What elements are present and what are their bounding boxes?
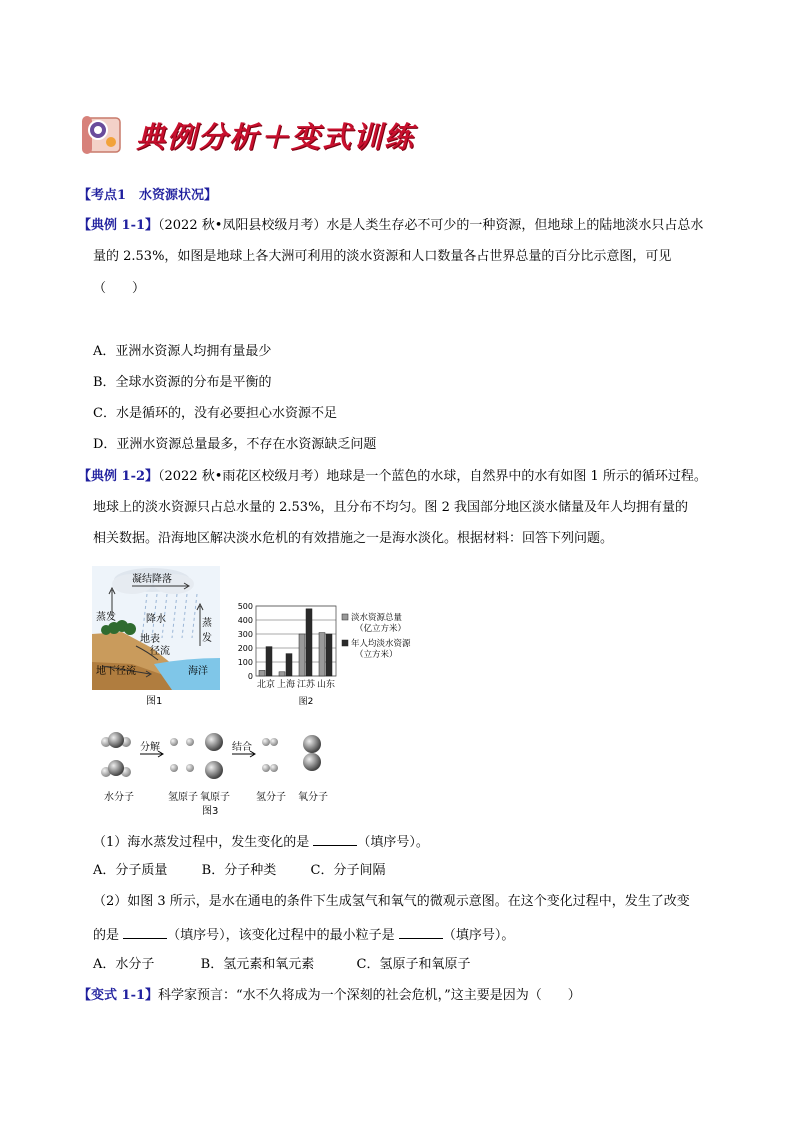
bar-per-capita <box>306 609 312 676</box>
legend-label: 年人均淡水资源 <box>351 639 411 649</box>
q2-tag: 【典例 1-2】 <box>78 469 159 484</box>
x-tick-label: 江苏 <box>296 680 316 690</box>
q1-line1 <box>78 217 703 235</box>
figure-3-molecules <box>96 730 346 820</box>
fig3-h-atom-label: 氢原子 <box>168 792 198 803</box>
bar-total <box>319 633 325 676</box>
q1-option-c: C．水是循环的，没有必要担心水资源不足 <box>93 406 337 421</box>
fig3-caption: 图3 <box>202 806 219 817</box>
fig2-caption: 图2 <box>298 697 314 707</box>
y-tick-label: 500 <box>237 602 253 611</box>
q1-line3: （ ） <box>93 281 146 296</box>
figure-2-chart <box>228 600 448 712</box>
figure-1-water-cycle <box>92 566 220 706</box>
sub1-option-c: C．分子间隔 <box>310 863 386 878</box>
sub1-option-b: B．分子种类 <box>201 863 277 878</box>
bar-per-capita <box>286 654 292 676</box>
fig1-evap-right-label: 蒸发 <box>202 618 212 644</box>
sub2-answer-blank-1[interactable] <box>123 925 167 939</box>
q1-option-d: D．亚洲水资源总量最多，不存在水资源缺乏问题 <box>93 437 377 452</box>
q1-line2: 量的 2.53%，如图是地球上各大洲可利用的淡水资源和人口数量各占世界总量的百分比示意图，可见 <box>93 249 672 264</box>
fig3-combine-label: 结合 <box>232 742 252 753</box>
sub1-answer-blank[interactable] <box>313 832 357 846</box>
fig1-cloud-label: 凝结降落 <box>132 574 172 585</box>
sub2-text-b: （填序号），该变化过程中的最小粒子是 <box>167 928 395 943</box>
fig1-rain-label: 降水 <box>146 614 166 625</box>
sub1-text-a: （1）海水蒸发过程中，发生变化的是 <box>93 835 310 850</box>
y-tick-label: 400 <box>237 616 253 625</box>
sub2-answer-blank-2[interactable] <box>399 925 443 939</box>
legend-swatch <box>342 614 348 620</box>
q3-tag: 【变式 1-1】 <box>78 988 159 1003</box>
water-molecule-bottom <box>101 760 131 777</box>
bar-total <box>279 672 285 676</box>
sub2-option-a: A．水分子 <box>93 957 155 972</box>
fig1-caption: 图1 <box>146 696 163 707</box>
bar-total <box>259 670 265 676</box>
q3-text: 科学家预言：“水不久将成为一个深刻的社会危机，”这主要是因为（ ） <box>158 988 581 1003</box>
q2-text1: （2022 秋•雨花区校级月考）地球是一个蓝色的水球，自然界中的水有如图 1 所示的循环过程。 <box>158 469 707 484</box>
y-tick-label: 300 <box>237 630 253 639</box>
fig3-water-label: 水分子 <box>104 792 134 803</box>
sub2-option-c: C．氢原子和氧原子 <box>356 957 471 972</box>
page-title: 典例分析＋变式训练 <box>136 119 416 154</box>
sub1-options <box>93 862 385 880</box>
q1-tag: 【典例 1-1】 <box>78 218 159 233</box>
sub1-text-b: （填序号）。 <box>357 835 429 850</box>
fig3-o-atom-label: 氧原子 <box>200 792 230 803</box>
legend-label-unit: （亿立方米） <box>355 624 407 634</box>
sub1-line <box>93 832 429 852</box>
q2-line1 <box>78 468 707 486</box>
sub2-line1: （2）如图 3 所示，是水在通电的条件下生成氢气和氧气的微观示意图。在这个变化过程中，发生了改变 <box>93 894 690 909</box>
y-tick-label: 0 <box>247 672 253 681</box>
fig1-underground-label: 地下径流 <box>96 666 136 677</box>
legend-label: 淡水资源总量 <box>351 613 403 623</box>
water-molecule-top <box>101 732 131 748</box>
y-tick-label: 200 <box>237 644 253 653</box>
x-tick-label: 北京 <box>256 680 276 690</box>
q1-option-b: B．全球水资源的分布是平衡的 <box>93 375 272 390</box>
q3-line <box>78 987 581 1005</box>
sub2-text-c: （填序号）。 <box>442 928 515 943</box>
fig1-surface-label: 地表 <box>140 634 160 645</box>
fig3-decompose-label: 分解 <box>140 742 160 753</box>
fig1-runoff-label: 径流 <box>150 646 170 657</box>
sub2-text-a: 的是 <box>93 928 120 943</box>
section-label: 【考点1 水资源状况】 <box>78 188 218 203</box>
fig1-ocean-label: 海洋 <box>188 666 208 677</box>
x-tick-label: 山东 <box>316 680 336 690</box>
bar-per-capita <box>326 634 332 676</box>
fig3-h2-label: 氢分子 <box>256 792 286 803</box>
legend-label-unit: （立方米） <box>355 650 398 660</box>
sub1-option-a: A．分子质量 <box>93 863 168 878</box>
x-tick-label: 上海 <box>276 680 296 690</box>
q2-line2: 地球上的淡水资源只占总水量的 2.53%，且分布不均匀。图 2 我国部分地区淡水储量及年人均拥有量的 <box>93 500 688 515</box>
scroll-icon <box>78 112 126 158</box>
y-tick-label: 100 <box>237 658 253 667</box>
bar-per-capita <box>266 647 272 676</box>
fig3-o2-label: 氧分子 <box>298 792 328 803</box>
q1-option-a: A．亚洲水资源人均拥有量最少 <box>93 344 272 359</box>
fig1-evap-left-label: 蒸发 <box>96 612 116 623</box>
title-banner <box>78 112 415 158</box>
sub2-options <box>93 956 470 974</box>
sub2-option-b: B．氢元素和氧元素 <box>200 957 315 972</box>
bar-chart <box>228 600 448 712</box>
q2-line3: 相关数据。沿海地区解决淡水危机的有效措施之一是海水淡化。根据材料：回答下列问题。 <box>93 531 614 546</box>
legend-swatch <box>342 640 348 646</box>
bar-total <box>299 634 305 676</box>
q1-text1: （2022 秋•凤阳县校级月考）水是人类生存必不可少的一种资源，但地球上的陆地淡水只占总水 <box>158 218 704 233</box>
sub2-line2 <box>93 925 514 945</box>
